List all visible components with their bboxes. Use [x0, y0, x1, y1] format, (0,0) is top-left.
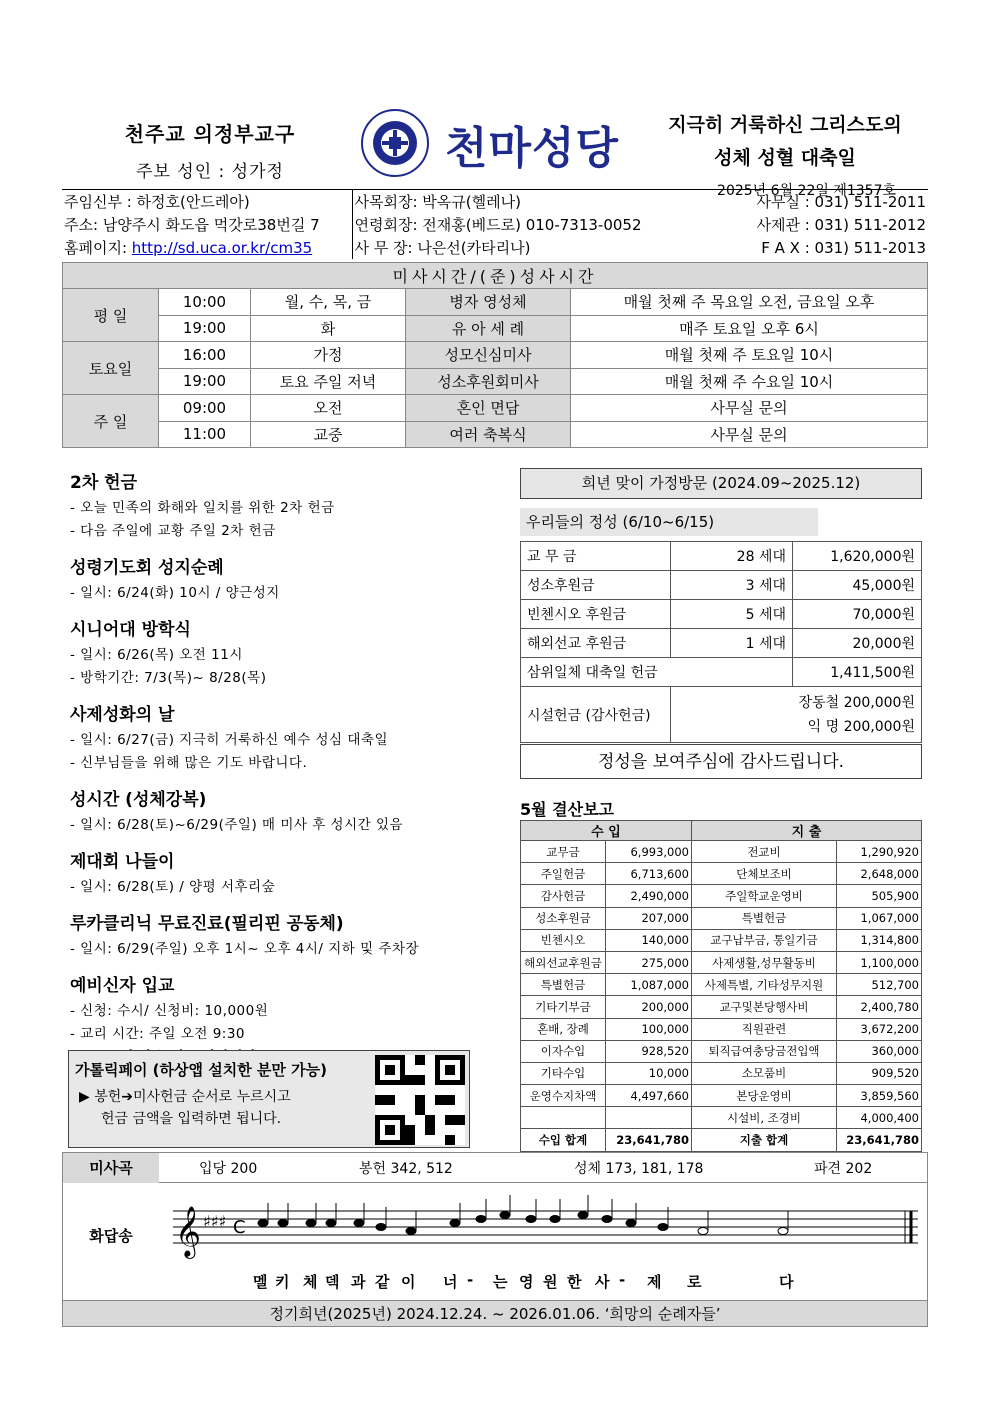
offering-row: 성소후원금 3 세대 45,000원	[521, 571, 922, 600]
notice-line: - 일시: 6/26(목) 오전 11시	[70, 647, 243, 663]
offering-title: 우리들의 정성 (6/10~6/15)	[520, 508, 818, 536]
lyric-syllable: 너	[443, 1273, 458, 1291]
music-note	[326, 1220, 336, 1227]
lyric-syllable: 로	[687, 1273, 702, 1291]
council-head-2: 연령회장: 전재홍(베드로) 010-7313-0052	[352, 213, 644, 236]
account-row: 해외선교후원금 275,000 사제생활,성무활동비 1,100,000	[521, 951, 922, 973]
offering-row: 해외선교 후원금 1 세대 20,000원	[521, 629, 922, 658]
mass-type: 오전	[251, 395, 406, 422]
account-row: 기타기부금 200,000 교구및본당행사비 2,400,780	[521, 996, 922, 1018]
music-note	[550, 1216, 560, 1223]
patron-saint: 주보 성인 : 성가정	[136, 162, 284, 182]
offertory-hymn: 봉헌 342, 512	[359, 1160, 453, 1177]
account-row: 성소후원금 207,000 특별헌금 1,067,000	[521, 907, 922, 929]
account-row: 특별헌금 1,087,000 사제특별, 기타성무지원 512,700	[521, 974, 922, 996]
music-note	[306, 1220, 316, 1227]
mass-time: 19:00	[159, 368, 251, 395]
notices	[70, 460, 510, 1065]
pay-instruction: ▶ 봉헌➔미사헌금 순서로 누르시고 헌금 금액을 입력하면 됩니다.	[79, 1089, 291, 1127]
lyric-syllable: 키	[275, 1273, 290, 1291]
notice-line: - 일시: 6/27(금) 지극히 거룩하신 예수 성심 대축일	[70, 732, 389, 748]
mass-time: 09:00	[159, 395, 251, 422]
mass-schedule-title: 미사시간/(준)성사시간	[63, 263, 928, 289]
feast-line-1: 지극히 거룩하신 그리스도의	[668, 114, 902, 136]
sacrament-time: 매월 첫째 주 토요일 10시	[571, 342, 928, 369]
svg-text:C: C	[233, 1217, 246, 1238]
account-row: 시설비, 조경비 4,000,400	[521, 1107, 922, 1129]
sacrament: 성소후원회미사	[406, 368, 571, 395]
music-staff	[163, 1191, 923, 1271]
notice-line: - 신부님들을 위해 많은 기도 바랍니다.	[70, 755, 308, 771]
notice-line: - 일시: 6/24(화) 10시 / 양근성지	[70, 585, 280, 601]
lyric-syllable: 다	[779, 1273, 794, 1291]
lyric-syllable: 는	[493, 1273, 508, 1291]
home-visit-banner: 희년 맞이 가정방문 (2024.09~2025.12)	[520, 468, 922, 499]
notice-title: 사제성화의 날	[70, 705, 175, 725]
notice-line: - 일시: 6/29(주일) 오후 1시~ 오후 4시/ 지하 및 주차장	[70, 941, 420, 957]
facility-offering-row: 시설헌금 (감사헌금) 장동철 200,000원 익 명 200,000원	[521, 687, 922, 743]
lyric-syllable: 체	[303, 1273, 318, 1291]
notice-line: - 다음 주일에 교황 주일 2차 헌금	[70, 523, 276, 539]
sacrament-time: 매주 토요일 오후 6시	[571, 315, 928, 342]
music-note	[450, 1220, 460, 1227]
lyric-syllable: -	[467, 1271, 474, 1289]
account-row: 운영수지차액 4,497,660 본당운영비 3,859,560	[521, 1085, 922, 1107]
psalm-label: 화답송	[89, 1227, 133, 1245]
music-note	[500, 1212, 510, 1219]
notice-title: 예비신자 입교	[70, 976, 175, 996]
account-row: 교무금 6,993,000 전교비 1,290,920	[521, 841, 922, 863]
notice-title: 2차 헌금	[70, 473, 138, 493]
mass-type: 월, 수, 목, 금	[251, 289, 406, 316]
admin: 사 무 장: 나은선(카타리나)	[352, 236, 644, 259]
music-note	[406, 1228, 416, 1235]
qr-code-icon[interactable]	[375, 1055, 465, 1145]
svg-text:♯♯♯: ♯♯♯	[203, 1212, 227, 1231]
music-label: 미사곡	[63, 1153, 159, 1183]
contact-info	[62, 189, 928, 259]
header-left	[90, 118, 330, 182]
notice-title: 제대회 나들이	[70, 852, 175, 872]
entrance-hymn: 입당 200	[199, 1160, 258, 1177]
lyric-syllable: 사	[595, 1273, 610, 1291]
sacrament: 성모신심미사	[406, 342, 571, 369]
offering-row: 빈첸시오 후원금 5 세대 70,000원	[521, 600, 922, 629]
mass-type: 가정	[251, 342, 406, 369]
mass-schedule	[62, 262, 928, 448]
sacrament-time: 사무실 문의	[571, 395, 928, 422]
thanks-message: 정성을 보여주심에 감사드립니다.	[520, 744, 922, 779]
mass-time: 11:00	[159, 421, 251, 448]
lyric-syllable: 영	[519, 1273, 534, 1291]
music-note	[778, 1228, 788, 1235]
account-row: 감사헌금 2,490,000 주일학교운영비 505,900	[521, 885, 922, 907]
notice-line: - 교리 시간: 주일 오전 9:30	[70, 1026, 246, 1042]
address: 주소: 남양주시 화도읍 먹갓로38번길 7	[64, 216, 320, 234]
sacrament: 병자 영성체	[406, 289, 571, 316]
mass-time: 10:00	[159, 289, 251, 316]
homepage-link[interactable]: http://sd.uca.or.kr/cm35	[131, 239, 313, 257]
office-phone: 사무실 : 031) 511-2011	[756, 193, 926, 211]
lyric-syllable: 과	[351, 1273, 366, 1291]
sacrament: 유 아 세 례	[406, 315, 571, 342]
communion-hymn: 성체 173, 181, 178	[574, 1160, 704, 1177]
lyric-syllable: 제	[647, 1273, 662, 1291]
header-right	[640, 110, 930, 200]
music-note	[476, 1216, 486, 1223]
notice-line: - 일시: 6/28(토)~6/29(주일) 매 미사 후 성시간 있음	[70, 817, 404, 833]
account-title: 5월 결산보고	[520, 800, 614, 819]
music-note	[526, 1216, 536, 1223]
account-row: 주일헌금 6,713,600 단체보조비 2,648,000	[521, 863, 922, 885]
account-row: 혼배, 장례 100,000 직원관련 3,672,200	[521, 1018, 922, 1040]
homepage: 홈페이지: http://sd.uca.or.kr/cm35	[64, 239, 313, 257]
music-note	[658, 1224, 668, 1231]
account-row: 기타수입 10,000 소모품비 909,520	[521, 1062, 922, 1084]
pastor: 주임신부 : 하정호(안드레아)	[64, 193, 250, 211]
notice-title: 성시간 (성체강복)	[70, 790, 207, 810]
notice-title: 루카클리닉 무료진료(필리핀 공동체)	[70, 914, 344, 934]
mass-type: 화	[251, 315, 406, 342]
lyric-syllable: 한	[567, 1273, 582, 1291]
sacrament: 혼인 면담	[406, 395, 571, 422]
svg-text:𝄞: 𝄞	[175, 1206, 202, 1257]
catholic-pay-box	[68, 1050, 470, 1148]
mass-time: 19:00	[159, 315, 251, 342]
notice-line: - 오늘 민족의 화해와 일치를 위한 2차 헌금	[70, 500, 335, 516]
recessional-hymn: 파견 202	[814, 1160, 873, 1177]
offering-row: 삼위일체 대축일 헌금 1,411,500원	[521, 658, 922, 687]
mass-day: 평 일	[63, 289, 159, 342]
music-note	[578, 1212, 588, 1219]
account-table: 수 입 지 출 교무금 6,993,000 전교비 1,290,920 주일헌금 6,713,600 단체보조비 2,648,000 감사헌금 2,490,000 주일학교운영비 505,900 성소후원금 207,000 특별헌금 1,067,000 빈첸시오 140,000 교구납부금, 통일기금 1,314,800 해외선교후원금 275,000 사제생활,성무활동비 1,100,000 특별헌금 1,087,000 사제특별, 기타성무지원 512,700 기타기부금 200,000 교구및본당행사비 2,400,780 혼배, 장례 100,000 직원관련 3,672,200 이자수입 928,520 퇴직급여충당금전입액 360,000 기타수입 10,000 소모품비 909,520 운영수지차액 4,497,660 본당운영비 3,859,560 시설비, 조경비 4,000,400 수입 합계 23,641,780 지출 합계 23,641,780	[520, 820, 922, 1152]
lyric-syllable: 덱	[325, 1273, 340, 1291]
notice-title: 성령기도회 성지순례	[70, 558, 224, 578]
notice-line: - 일시: 6/28(토) / 양평 서후리숲	[70, 879, 276, 895]
notice-line: - 방학기간: 7/3(목)~ 8/28(목)	[70, 670, 267, 686]
fax: F A X : 031) 511-2013	[761, 238, 926, 257]
lyric-syllable: 같	[375, 1273, 390, 1291]
notice-line: - 신청: 수시/ 신청비: 10,000원	[70, 1003, 269, 1019]
mass-time: 16:00	[159, 342, 251, 369]
music-note	[376, 1224, 386, 1231]
diocese-name: 천주교 의정부교구	[124, 122, 296, 146]
pay-title: 가톨릭페이 (하상앱 설치한 분만 가능)	[75, 1061, 327, 1079]
lyric-syllable: 멜	[253, 1273, 268, 1291]
mass-day: 토요일	[63, 342, 159, 395]
sacrament-time: 매월 첫째 주 목요일 오전, 금요일 오후	[571, 289, 928, 316]
jubilee-footer: 정기희년(2025년) 2024.12.24. ~ 2026.01.06. ‘희망의 순례자들’	[63, 1300, 927, 1326]
mass-type: 교중	[251, 421, 406, 448]
offering-table	[520, 541, 922, 743]
issue-date: 2025년 6월 22일 제1357호	[717, 183, 896, 199]
parish-logo	[355, 108, 630, 178]
account-row: 빈첸시오 140,000 교구납부금, 통일기금 1,314,800	[521, 929, 922, 951]
rectory-phone: 사제관 : 031) 511-2012	[756, 216, 926, 234]
notice-title: 시니어대 방학식	[70, 620, 191, 640]
sacrament-time: 매월 첫째 주 수요일 10시	[571, 368, 928, 395]
council-head: 사목회장: 박옥규(헬레나)	[352, 190, 644, 214]
lyric-syllable: -	[619, 1271, 626, 1289]
parish-name: 천마성당	[445, 123, 620, 174]
lyric-syllable: 이	[401, 1273, 416, 1291]
mass-music	[62, 1152, 928, 1327]
music-note	[354, 1220, 364, 1227]
sacrament-time: 사무실 문의	[571, 421, 928, 448]
mass-day: 주 일	[63, 395, 159, 448]
music-note	[698, 1228, 708, 1235]
mass-type: 토요 주일 저녁	[251, 368, 406, 395]
music-note	[258, 1220, 268, 1227]
diocese-seal-icon	[355, 108, 445, 178]
sacrament: 여러 축복식	[406, 421, 571, 448]
feast-line-2: 성체 성혈 대축일	[714, 147, 856, 169]
music-note	[626, 1220, 636, 1227]
offering-row: 교 무 금 28 세대 1,620,000원	[521, 542, 922, 571]
music-note	[602, 1216, 612, 1223]
account-row: 이자수입 928,520 퇴직급여충당금전입액 360,000	[521, 1040, 922, 1062]
lyric-syllable: 원	[543, 1273, 558, 1291]
music-note	[278, 1220, 288, 1227]
account-total-row: 수입 합계 23,641,780 지출 합계 23,641,780	[521, 1129, 922, 1151]
